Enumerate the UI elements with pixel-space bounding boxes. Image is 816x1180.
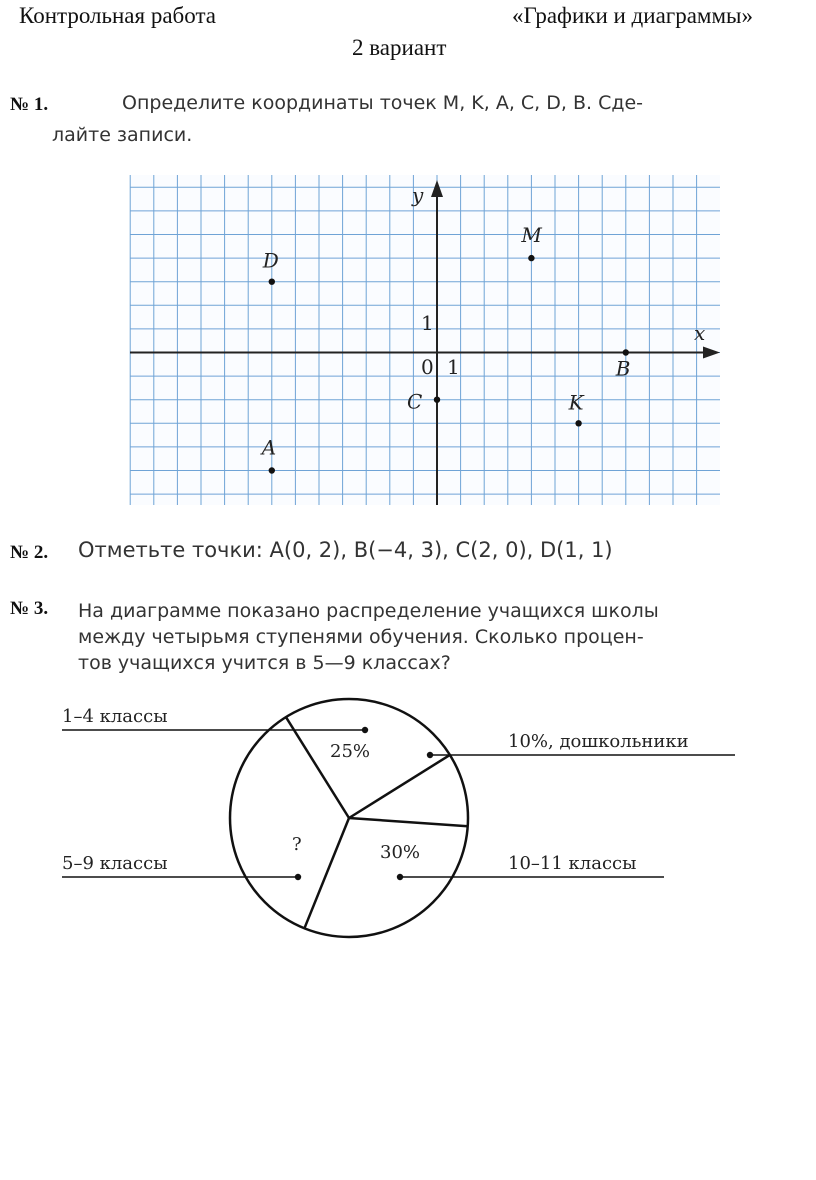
point-m xyxy=(528,255,534,261)
x-axis-label: x xyxy=(694,321,706,345)
pie-chart xyxy=(0,690,816,950)
point-d-label: D xyxy=(262,248,279,273)
task3-number: № 3. xyxy=(10,598,49,619)
pie-slice-1-4-dot xyxy=(362,727,368,733)
point-d xyxy=(269,279,275,285)
pie-slice-preschool-name: 10%, дошкольники xyxy=(508,731,689,752)
pie-divider-2 xyxy=(349,755,450,818)
pie-slice-1-4-name: 1–4 классы xyxy=(62,706,168,727)
pie-slice-10-11-value: 30% xyxy=(380,842,421,863)
pie-slice-1-4-value: 25% xyxy=(330,741,371,762)
point-k-label: K xyxy=(568,390,584,415)
task3-text-line2: между четырьмя ступенями обучения. Сколько процен- xyxy=(78,626,644,648)
pie-slice-5-9-dot xyxy=(295,874,301,880)
pie-slice-5-9-name: 5–9 классы xyxy=(62,853,168,874)
point-k xyxy=(575,420,581,426)
task3-text-line3: тов учащихся учится в 5—9 классах? xyxy=(78,652,451,674)
point-c-label: C xyxy=(407,389,423,414)
point-a-label: A xyxy=(261,435,277,460)
task1-text-line2: лайте записи. xyxy=(52,124,193,146)
pie-slice-5-9-value: ? xyxy=(292,834,302,855)
pie-divider-4 xyxy=(304,818,349,928)
pie-divider-1 xyxy=(286,717,349,818)
task2-text: Отметьте точки: A(0, 2), B(−4, 3), C(2, 0), D(1, 1) xyxy=(78,538,613,562)
header-left: Контрольная работа xyxy=(19,3,216,28)
point-b-label: B xyxy=(615,356,631,381)
pie-divider-3 xyxy=(349,818,468,826)
task2-number: № 2. xyxy=(10,542,49,563)
coordinate-plane xyxy=(0,0,816,520)
task1-text-line1: Определите координаты точек M, K, A, C, D, B. Сде- xyxy=(122,92,644,114)
pie-slice-preschool-dot xyxy=(427,752,433,758)
y-unit-label: 1 xyxy=(421,311,434,335)
pie-slice-10-11-name: 10–11 классы xyxy=(508,853,637,874)
x-unit-label: 1 xyxy=(447,355,460,379)
pie-slice-10-11-dot xyxy=(397,874,403,880)
point-b xyxy=(623,349,629,355)
header-right: «Графики и диаграммы» xyxy=(512,3,753,28)
task1-number: № 1. xyxy=(10,94,49,115)
origin-label: 0 xyxy=(421,355,434,379)
variant-label: 2 вариант xyxy=(352,35,447,60)
y-axis-label: y xyxy=(412,183,424,207)
point-m-label: M xyxy=(521,223,542,248)
point-a xyxy=(269,467,275,473)
grid-background xyxy=(130,175,720,505)
task3-text-line1: На диаграмме показано распределение учащихся школы xyxy=(78,600,659,622)
point-c xyxy=(434,397,440,403)
